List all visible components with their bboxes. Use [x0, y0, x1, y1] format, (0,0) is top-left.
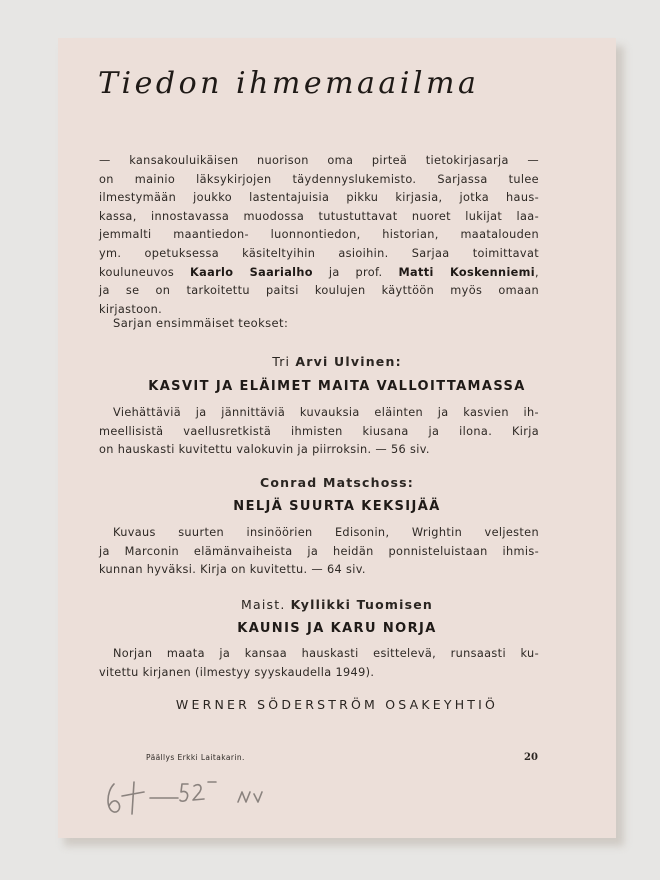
- author-prefix: Maist.: [240, 597, 291, 612]
- intro-line: jemmalti maantiedon- luonnontiedon, historian, maatalouden: [99, 228, 539, 242]
- intro-line: — kansakouluikäisen nuorison oma pirteä tietokirjasarja —: [99, 154, 539, 167]
- desc-line: meellisistä vaellusretkistä ihmisten kiusana ja ilona. Kirja: [99, 424, 539, 438]
- desc-line: kunnan hyväksi. Kirja on kuvitettu. — 64 siv.: [99, 563, 366, 577]
- intro-line: ilmestymään joukko lastentajuisia pikku kirjasia, jotka haus-: [99, 191, 539, 205]
- book-description: [99, 524, 539, 580]
- page-number: 20: [524, 752, 538, 763]
- intro-line: kirjastoon.: [99, 302, 163, 316]
- desc-line: ja Marconin elämänvaiheista ja heidän ponnisteluistaan ihmis-: [99, 544, 539, 558]
- author-name: Kyllikki Tuomisen: [290, 597, 433, 612]
- editors-suffix: ,: [535, 265, 539, 279]
- cover-credit: Päällys Erkki Laitakarin.: [146, 753, 245, 762]
- intro-line: ja se on tarkoitettu paitsi koulujen käyttöön myös omaan: [99, 284, 539, 298]
- book-title: KAUNIS JA KARU NORJA: [237, 621, 437, 636]
- editors-prefix: kouluneuvos: [99, 265, 191, 279]
- desc-line: Kuvaus suurten insinöörien Edisonin, Wrightin veljesten: [113, 526, 539, 539]
- book-description: [99, 404, 539, 460]
- editor-name: Kaarlo Saarialho: [190, 265, 313, 279]
- editor-name: Matti Koskenniemi: [398, 265, 536, 279]
- desc-line: on hauskasti kuvitettu valokuvin ja piirroksin. — 56 siv.: [99, 443, 430, 457]
- book-author: [58, 597, 616, 612]
- desc-line: Norjan maata ja kansaa hauskasti esittelevä, runsaasti ku-: [113, 647, 539, 660]
- editors-joiner: ja prof.: [312, 265, 399, 279]
- book-title: KASVIT JA ELÄIMET MAITA VALLOITTAMASSA: [148, 379, 526, 394]
- desc-line: vitettu kirjanen (ilmestyy syyskaudella 1949).: [99, 665, 375, 679]
- book-description: [99, 645, 539, 682]
- intro-line: kassa, innostavassa muodossa tutustuttavat nuoret lukijat laa-: [99, 209, 539, 223]
- book-author: [58, 354, 616, 369]
- author-name: Conrad Matschoss:: [259, 475, 415, 490]
- author-prefix: Tri: [272, 354, 296, 369]
- author-name: Arvi Ulvinen:: [295, 354, 402, 369]
- intro-paragraph: [99, 152, 539, 319]
- intro-line: on mainio läksykirjojen täydennyslukemisto. Sarjassa tulee: [99, 172, 539, 186]
- book-title: NELJÄ SUURTA KEKSIJÄÄ: [233, 499, 441, 514]
- series-intro: Sarjan ensimmäiset teokset:: [113, 316, 289, 330]
- publisher: WERNER SÖDERSTRÖM OSAKEYHTIÖ: [175, 697, 499, 712]
- intro-line-editors: [99, 264, 539, 283]
- handwritten-note-scribble: [100, 770, 280, 820]
- book-author: [58, 475, 616, 490]
- intro-line: ym. opetuksessa käsiteltyihin asioihin. Sarjaa toimittavat: [99, 246, 539, 260]
- page-title: Tiedon ihmemaailma: [98, 66, 480, 101]
- desc-line: Viehättäviä ja jännittäviä kuvauksia eläinten ja kasvien ih-: [113, 406, 539, 419]
